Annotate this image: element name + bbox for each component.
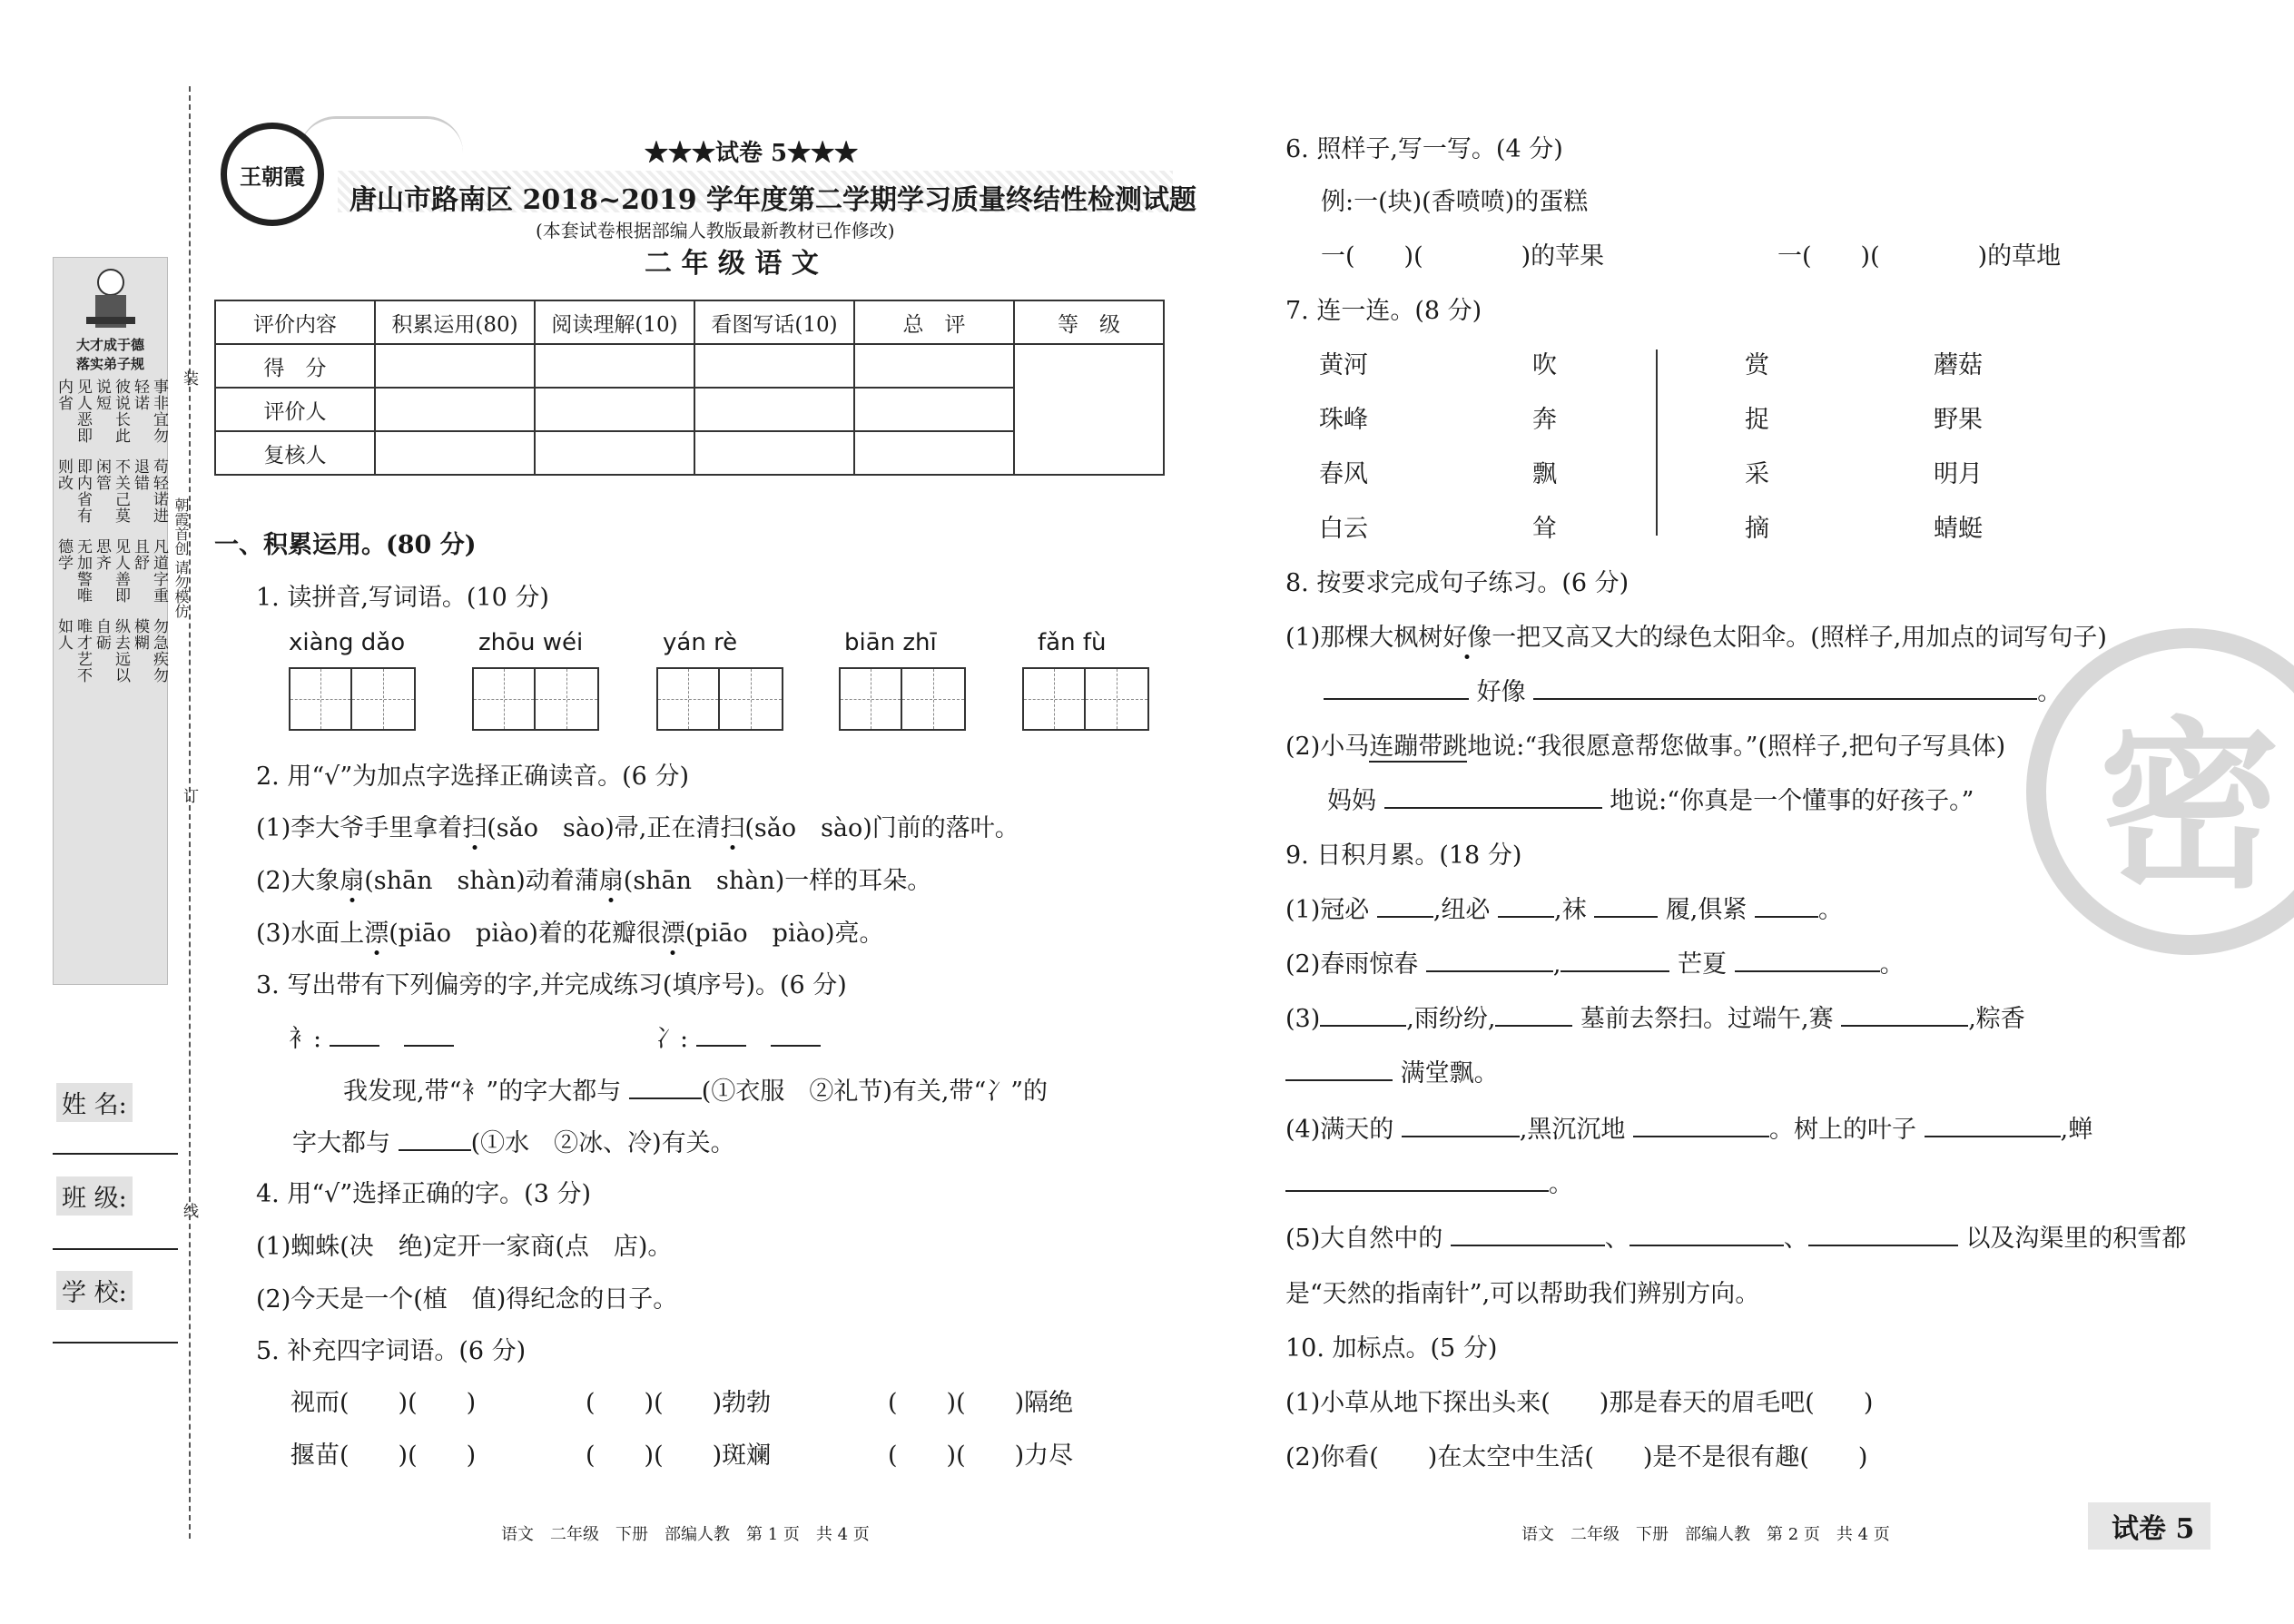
score-header: 总 评 [854,300,1014,344]
confidential-seal: 密 [2026,628,2294,955]
radical-2-row: 冫: [655,1019,821,1054]
match-word[interactable]: 奔 [1532,406,1557,434]
idiom-3: ( )( )隔绝 [888,1389,1074,1417]
idiom-5: ( )( )斑斓 [586,1442,772,1470]
match-word[interactable]: 捉 [1745,406,1769,434]
match-word[interactable]: 蘑菇 [1934,351,1983,379]
bind-label-2: 订 [180,788,198,803]
motto-phrase: 唯才艺不如人 [54,618,92,684]
footer-right: 语文 二年级 下册 部编人教 第 2 页 共 4 页 [1521,1525,1890,1544]
grade-cell[interactable] [1014,344,1164,475]
motto-phrase: 见人恶即内省 [54,379,92,444]
question-9-item-5[interactable]: (5)大自然中的 、 、 以及沟渠里的积雪都 [1285,1218,2186,1254]
score-header: 看图写话(10) [694,300,854,344]
match-word[interactable]: 黄河 [1319,351,1368,379]
subject-title: 二 年 级 语 文 [645,248,819,280]
question-3: 3. 写出带有下列偏旁的字,并完成练习(填序号)。(6 分) [256,971,847,999]
section-1-heading: 一、积累运用。(80 分) [214,531,477,559]
question-8-item-2: (2)小马连蹦带跳地说:“我很愿意帮您做事。”(照样子,把句子写具体) [1285,733,2006,761]
question-5: 5. 补充四字词语。(6 分) [256,1337,527,1365]
question-8: 8. 按要求完成句子练习。(6 分) [1285,569,1629,597]
motto-list [54,379,167,691]
score-cell[interactable] [375,388,535,431]
brand-logo: 王朝霞 [221,123,324,226]
match-word[interactable]: 明月 [1934,460,1983,488]
score-cell[interactable] [694,431,854,475]
motto-phrase: 见人善即思齐 [93,538,130,604]
question-6-item-2: 一( )( )的草地 [1777,242,2062,271]
pinyin-1: xiàng dǎo [289,629,406,656]
writing-grid-5[interactable] [1022,667,1149,731]
copyright-notice: 朝霞首创 请勿模仿 [172,497,190,619]
question-4-item-2: (2)今天是一个(植 值)得纪念的日子。 [256,1285,678,1314]
writing-grid-2[interactable] [472,667,599,731]
question-2: 2. 用“√”为加点字选择正确读音。(6 分) [256,763,689,791]
score-row-label: 复核人 [215,431,375,475]
question-4-item-1: (1)蜘蛛(决 绝)定开一家商(点 店)。 [256,1233,673,1261]
score-cell[interactable] [694,344,854,388]
match-word[interactable]: 野果 [1934,406,1983,434]
exam-title: 唐山市路南区 2018~2019 学年度第二学期学习质量终结性检测试题 [350,184,1197,216]
motto-sidebar [53,257,168,985]
score-row-label: 评价人 [215,388,375,431]
motto-phrase: 事非宜勿轻诺 [131,379,168,444]
motto-phrase: 勿急疾勿模糊 [131,618,168,684]
name-label: 姓 名: [56,1083,133,1122]
exam-subtitle: (本套试卷根据部编人教版最新教材已作修改) [536,220,895,241]
question-10-item-2: (2)你看( )在太空中生活( )是不是很有趣( ) [1285,1443,1868,1471]
motto-phrase: 凡道字重且舒 [131,538,168,604]
ribbon-decoration [300,116,463,155]
motto-phrase: 苟轻诺进退错 [131,458,168,524]
match-word[interactable]: 采 [1745,460,1769,488]
score-cell[interactable] [375,431,535,475]
question-9-item-1[interactable]: (1)冠必 ,纽必 ,袜 履,俱紧 。 [1285,890,1843,925]
sidebar-title-1: 大才成于德 [75,337,144,353]
exam-tag: 试卷 5 [2088,1502,2210,1550]
match-word[interactable]: 白云 [1319,515,1368,543]
score-cell[interactable] [535,431,694,475]
question-6-example: 例:一(块)(香喷喷)的蛋糕 [1321,188,1589,216]
score-cell[interactable] [854,388,1014,431]
matching-divider [1656,349,1658,536]
question-7: 7. 连一连。(8 分) [1285,297,1482,325]
radical-1-row: 衤: [289,1019,454,1054]
idiom-2: ( )( )勃勃 [586,1389,772,1417]
score-row-label: 得 分 [215,344,375,388]
pinyin-5: fǎn fù [1038,629,1107,656]
question-2-item-1: (1)李大爷手里拿着扫(sǎo sào)帚,正在清扫(sǎo sào)门前的落叶。 [256,814,1019,842]
class-field[interactable] [53,1248,178,1250]
score-cell[interactable] [535,344,694,388]
question-2-item-3: (3)水面上漂(piāo piào)着的花瓣很漂(piāo piào)亮。 [256,920,884,948]
question-3-line-1: 我发现,带“衤”的字大都与 (①衣服 ②礼节)有关,带“冫”的 [343,1071,1048,1107]
question-9-item-5b: 是“天然的指南针”,可以帮助我们辨别方向。 [1285,1280,1760,1308]
school-field[interactable] [53,1342,178,1343]
score-cell[interactable] [854,431,1014,475]
question-8-answer-1[interactable]: 好像 。 [1324,672,2062,707]
score-header: 阅读理解(10) [535,300,694,344]
school-label: 学 校: [56,1271,133,1310]
idiom-4: 揠苗( )( ) [290,1442,477,1470]
match-word[interactable]: 耸 [1532,515,1557,543]
match-word[interactable]: 珠峰 [1319,406,1368,434]
question-6: 6. 照样子,写一写。(4 分) [1285,135,1563,163]
class-label: 班 级: [56,1176,133,1216]
question-9-item-3[interactable]: (3) ,雨纷纷, 墓前去祭扫。过端午,赛 ,粽香 [1285,999,2025,1034]
question-10: 10. 加标点。(5 分) [1285,1334,1498,1363]
match-word[interactable]: 飘 [1532,460,1557,488]
question-1: 1. 读拼音,写词语。(10 分) [256,584,549,612]
scholar-icon [54,258,167,335]
score-cell[interactable] [854,344,1014,388]
question-9-item-4[interactable]: (4)满天的 ,黑沉沉地 。树上的叶子 ,蝉 [1285,1109,2092,1145]
match-word[interactable]: 蜻蜓 [1934,515,1983,543]
score-header: 积累运用(80) [375,300,535,344]
idiom-1: 视而( )( ) [290,1389,477,1417]
sidebar-title-2: 落实弟子规 [75,356,144,372]
writing-grid-3[interactable] [656,667,783,731]
question-4: 4. 用“√”选择正确的字。(3 分) [256,1180,591,1208]
name-field[interactable] [53,1153,178,1155]
motto-phrase: 即内省有则改 [54,458,92,524]
score-cell[interactable] [535,388,694,431]
question-9: 9. 日积月累。(18 分) [1285,842,1522,870]
motto-phrase: 纵去远以自砺 [93,618,130,684]
match-word[interactable]: 摘 [1745,515,1769,543]
motto-phrase: 不关己莫闲管 [93,458,130,524]
writing-grid-4[interactable] [839,667,966,731]
question-8-item-1: (1)那棵大枫树好像一把又高又大的绿色太阳伞。(照样子,用加点的词写句子) [1285,624,2107,652]
score-table [214,300,1165,476]
pinyin-4: biān zhī [844,629,937,656]
pinyin-3: yán rè [663,629,738,656]
motto-phrase: 无加警唯德学 [54,538,92,604]
idiom-6: ( )( )力尽 [888,1442,1074,1470]
score-cell[interactable] [375,344,535,388]
score-header: 等 级 [1014,300,1164,344]
score-cell[interactable] [694,388,854,431]
question-9-item-3b[interactable]: 满堂飘。 [1285,1053,1499,1088]
score-header: 评价内容 [215,300,375,344]
binding-line [189,86,191,1539]
match-word[interactable]: 吹 [1532,351,1557,379]
question-10-item-1: (1)小草从地下探出头来( )那是春天的眉毛吧( ) [1285,1389,1874,1417]
match-word[interactable]: 春风 [1319,460,1368,488]
question-2-item-2: (2)大象扇(shān shàn)动着蒲扇(shān shàn)一样的耳朵。 [256,867,932,895]
question-3-line-2: 字大都与 (①水 ②冰、冷)有关。 [292,1123,735,1158]
motto-phrase: 彼说长此说短 [93,379,130,444]
exam-number: ★★★试卷 5★★★ [645,140,859,167]
footer-left: 语文 二年级 下册 部编人教 第 1 页 共 4 页 [501,1525,870,1544]
question-9-item-2[interactable]: (2)春雨惊春 , 芒夏 。 [1285,944,1905,979]
bind-label-3: 线 [180,1203,198,1218]
bind-label-1: 装 [180,370,198,386]
writing-grid-1[interactable] [289,667,416,731]
pinyin-2: zhōu wéi [478,629,584,656]
question-8-answer-2[interactable]: 妈妈 地说:“你真是一个懂事的好孩子。” [1327,781,1974,816]
question-9-item-4b[interactable]: 。 [1285,1164,1573,1199]
question-6-item-1: 一( )( )的苹果 [1321,242,1605,271]
match-word[interactable]: 赏 [1745,351,1769,379]
